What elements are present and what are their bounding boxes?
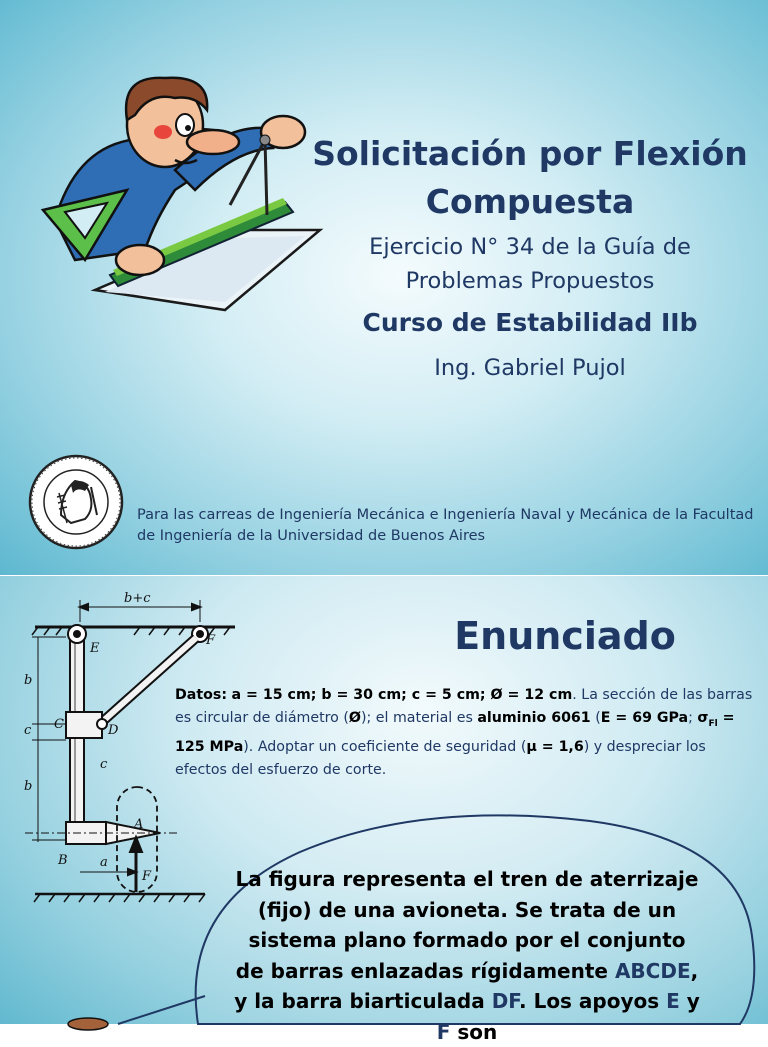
- dim-label-a: a: [100, 855, 108, 870]
- point-label-e: E: [90, 641, 100, 656]
- author-name: Ing. Gabriel Pujol: [434, 355, 626, 381]
- bubble-text: [232, 864, 702, 1047]
- sigma-symbol: σ: [697, 710, 709, 726]
- bubble-text-4: y: [679, 989, 700, 1013]
- datos-text-3: (: [590, 710, 601, 726]
- slide-title: Solicitación por Flexión Compuesta: [312, 134, 748, 221]
- slide-subtitle: Ejercicio N° 34 de la Guía de Problemas Propuestos: [369, 234, 691, 294]
- sigma-subscript: Fl: [708, 718, 718, 729]
- material-name: aluminio 6061: [477, 710, 591, 726]
- sigma-value: = 125 MPa: [175, 710, 735, 755]
- draftsman-illustration: [35, 70, 325, 325]
- dim-label-b-plus-c: b+c: [124, 591, 151, 606]
- bubble-text-1: La figura representa el tren de aterrizaje (fijo) de una avioneta. Se trata de un sistema plano formado por el conjunto de barras enlazadas rígidamente: [235, 867, 699, 983]
- datos-text-1: . La sección de las barras es circular de diámetro (: [175, 687, 753, 726]
- dim-label-c: c: [24, 723, 32, 738]
- datos-text-6: ) y despreciar los efectos del esfuerzo de corte.: [175, 738, 706, 778]
- bubble-text-2: , y la barra biarticulada: [234, 958, 699, 1013]
- bubble-df: DF: [491, 989, 520, 1013]
- bubble-text-5: son: [450, 1019, 498, 1044]
- datos-label: Datos:: [175, 687, 227, 703]
- dim-label-c-small: c: [100, 757, 108, 772]
- safety-factor: μ = 1,6: [526, 738, 584, 755]
- dim-label-b-top: b: [24, 673, 33, 688]
- point-label-c: C: [54, 717, 64, 732]
- point-label-b: B: [58, 853, 68, 868]
- university-seal-logo: [27, 453, 125, 551]
- datos-text-4: ;: [688, 710, 698, 726]
- statement-slide: [0, 576, 768, 1044]
- datos-text-5: ). Adoptar un coeficiente de seguridad (: [243, 738, 527, 755]
- point-label-d: D: [108, 723, 119, 738]
- elastic-modulus: E = 69 GPa: [600, 710, 689, 726]
- careers-text: Para las carreas de Ingeniería Mecánica e Ingeniería Naval y Mecánica de la Facultad de Ingeniería de la Universidad de Buenos Aires: [137, 507, 754, 544]
- bubble-abcde: ABCDE: [614, 958, 691, 983]
- datos-text-2: ); el material es: [360, 710, 478, 726]
- phi-symbol: Ø: [348, 710, 361, 726]
- course-name: Curso de Estabilidad IIb: [362, 308, 698, 337]
- bubble-text-3: . Los apoyos: [519, 989, 667, 1013]
- bubble-f: F: [436, 1019, 451, 1044]
- force-label-f: F: [142, 869, 152, 884]
- point-label-f: F: [206, 633, 216, 648]
- section-heading: Enunciado: [454, 614, 676, 658]
- bubble-e: E: [666, 989, 680, 1013]
- point-label-a: A: [134, 817, 144, 832]
- datos-values: a = 15 cm; b = 30 cm; c = 5 cm; Ø = 12 cm: [231, 687, 573, 703]
- dim-label-b-bottom: b: [24, 779, 33, 794]
